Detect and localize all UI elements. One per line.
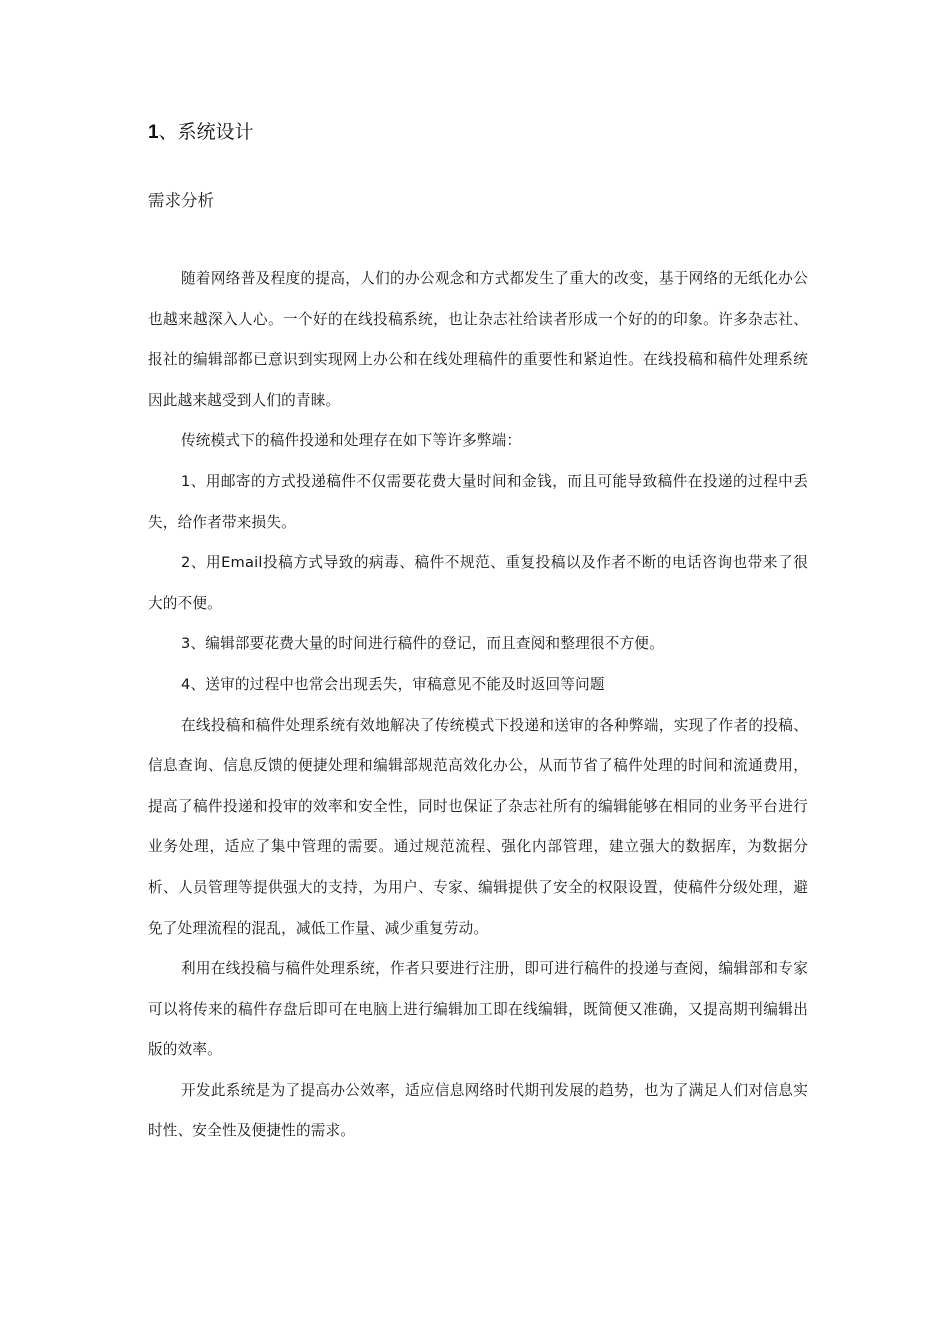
document-content [148,118,808,1152]
paragraph-purpose: 开发此系统是为了提高办公效率，适应信息网络时代期刊发展的趋势，也为了满足人们对信息实时性、安全性及便捷性的需求。 [148,1081,808,1140]
paragraph-intro: 随着网络普及程度的提高，人们的办公观念和方式都发生了重大的改变，基于网络的无纸化办公也越来越深入人心。一个好的在线投稿系统，也让杂志社给读者形成一个好的的印象。许多杂志社、报社的编辑部都已意识到实现网上办公和在线处理稿件的重要性和紧迫性。在线投稿和稿件处理系统因此越来越受到人们的青睐。 [148,270,808,409]
subsection-heading: 需求分析 [148,191,214,210]
section-heading-text: 、系统设计 [158,121,254,143]
paragraph-drawback-3: 3、编辑部要花费大量的时间进行稿件的登记，而且查阅和整理很不方便。 [181,635,664,653]
paragraph-solution: 在线投稿和稿件处理系统有效地解决了传统模式下投递和送审的各种弊端，实现了作者的投稿、信息查询、信息反馈的便捷处理和编辑部规范高效化办公，从而节省了稿件处理的时间和流通费用，提高了稿件投递和投审的效率和安全性，同时也保证了杂志社所有的编辑能够在相同的业务平台进行业务处理，适应了集中管理的需要。通过规范流程、强化内部管理，建立强大的数据库，为数据分析、人员管理等提供强大的支持，为用户、专家、编辑提供了安全的权限设置，使稿件分级处理，避免了处理流程的混乱，减低工作量、减少重复劳动。 [148,716,808,937]
document-body [148,259,808,1152]
section-heading-number: 1 [148,122,159,143]
paragraph-drawback-1: 1、用邮寄的方式投递稿件不仅需要花费大量时间和金钱，而且可能导致稿件在投递的过程中丢失，给作者带来损失。 [148,472,808,531]
section-heading [148,118,808,147]
paragraph-drawback-4: 4、送审的过程中也常会出现丢失，审稿意见不能及时返回等问题 [181,675,605,693]
paragraph-drawback-2: 2、用Email投稿方式导致的病毒、稿件不规范、重复投稿以及作者不断的电话咨询也带来了很大的不便。 [148,554,808,612]
paragraph-usage: 利用在线投稿与稿件处理系统，作者只要进行注册，即可进行稿件的投递与查阅，编辑部和专家可以将传来的稿件存盘后即可在电脑上进行编辑加工即在线编辑，既简便又准确，又提高期刊编辑出版的效率。 [148,960,808,1059]
paragraph-drawbacks-lead: 传统模式下的稿件投递和处理存在如下等许多弊端： [181,432,522,450]
